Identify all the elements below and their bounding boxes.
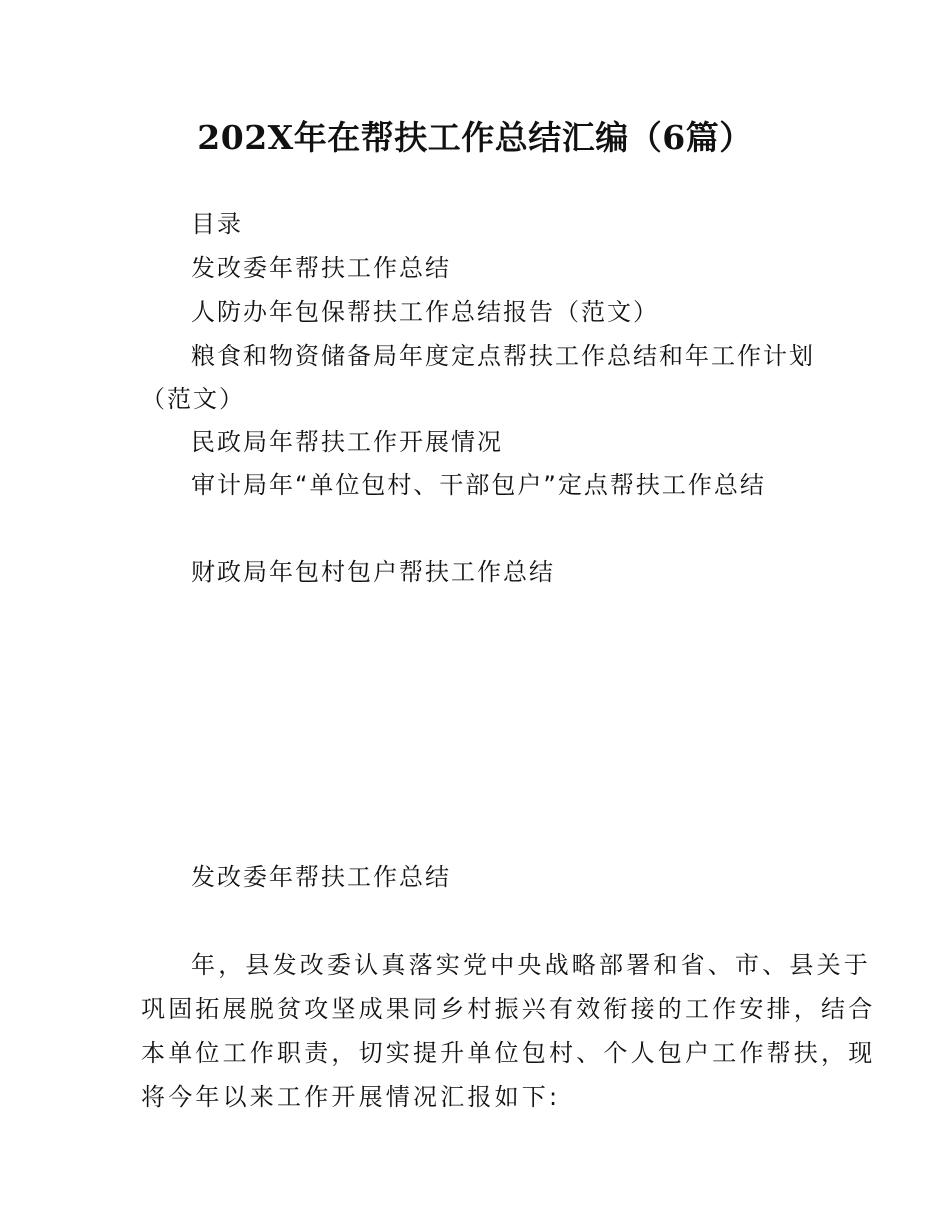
body-paragraph-line: 将今年以来工作开展情况汇报如下: — [141, 1083, 561, 1111]
toc-item: 人防办年包保帮扶工作总结报告（范文） — [191, 298, 659, 326]
toc-item: 粮食和物资储备局年度定点帮扶工作总结和年工作计划 — [191, 342, 815, 370]
toc-item: 财政局年包村包户帮扶工作总结 — [191, 558, 555, 586]
toc-item-continuation: （范文） — [141, 385, 245, 413]
toc-label: 目录 — [191, 210, 243, 238]
document-title: 202X年在帮扶工作总结汇编（6篇） — [197, 118, 753, 157]
toc-item: 审计局年“单位包村、干部包户”定点帮扶工作总结 — [191, 471, 766, 499]
section-heading: 发改委年帮扶工作总结 — [191, 863, 451, 891]
body-paragraph-line: 巩固拓展脱贫攻坚成果同乡村振兴有效衔接的工作安排，结合 — [141, 995, 876, 1023]
toc-item: 民政局年帮扶工作开展情况 — [191, 428, 503, 456]
body-paragraph-line: 年，县发改委认真落实党中央战略部署和省、市、县关于 — [191, 951, 871, 979]
body-paragraph-line: 本单位工作职责，切实提升单位包村、个人包户工作帮扶，现 — [141, 1039, 876, 1067]
toc-item: 发改委年帮扶工作总结 — [191, 254, 451, 282]
